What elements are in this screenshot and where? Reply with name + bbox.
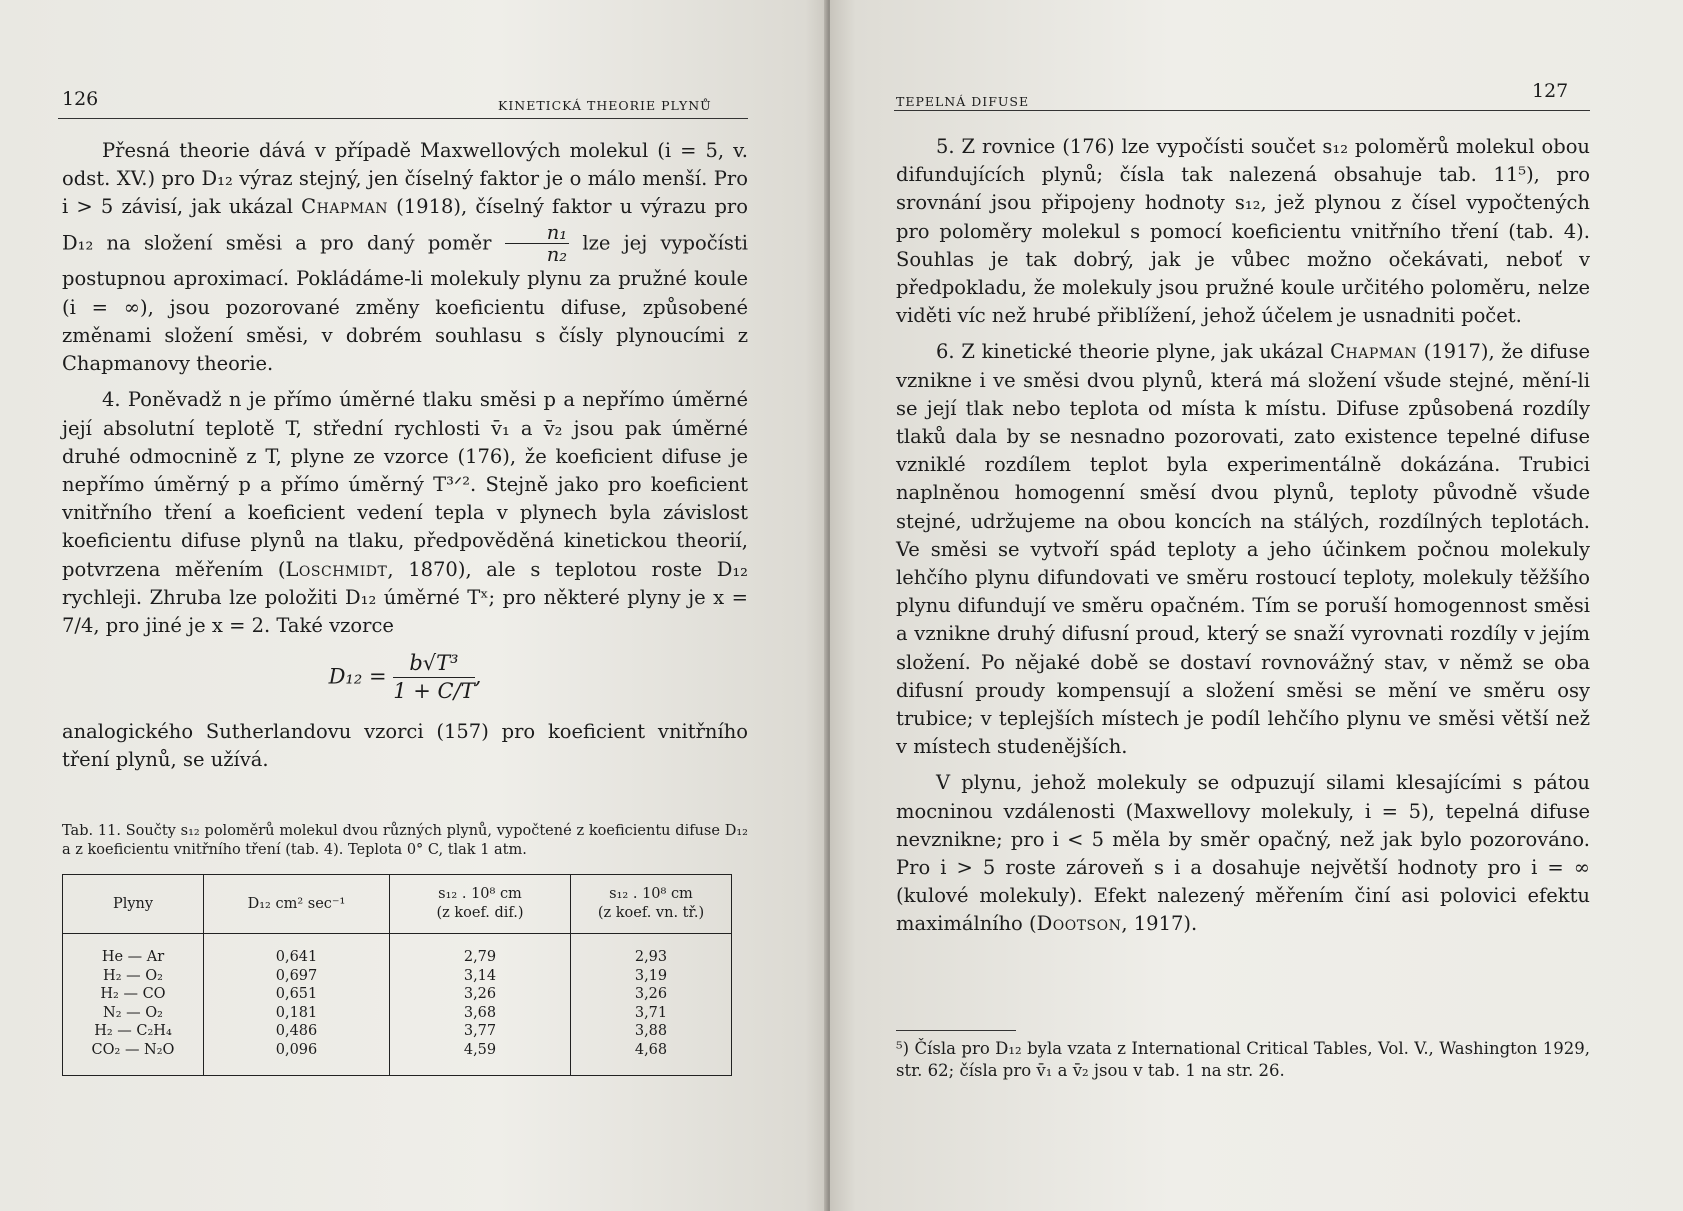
table-row: [63, 985, 732, 1004]
left-paragraph-1: [62, 137, 748, 378]
left-page: [0, 0, 830, 1211]
page-number-left: 126: [62, 88, 99, 110]
right-page: [830, 0, 1683, 1211]
running-head-right: TEPELNÁ DIFUSE: [896, 94, 1030, 109]
cell-s12-visc: 4,68: [571, 1041, 732, 1076]
author-dootson: Dootson: [1036, 912, 1122, 936]
text-run: 6. Z kinetické theorie plyne, jak ukázal: [936, 340, 1331, 364]
author-loschmidt: Loschmidt: [285, 557, 388, 581]
text-run: 4. Poněvadž n je přímo úměrné tlaku směsi p a nepřímo úměrné její absolutní teplotě T, střední rychlosti v̄₁ a v̄₂ jsou pak úměrné druhé odmocnině z T, plyne ze vzorce (176), že koeficient difuse je nepřímo úměrný p a přímo úměrný T³ᐟ². Stejně jako pro koeficient vnitřního tření a koeficient vedení tepla v plynech byla závislost koeficientu difuse plynů na tlaku, předpověděná kinetickou theorií, potvrzena měřením (: [62, 388, 748, 581]
cell-d12: 0,486: [204, 1022, 390, 1041]
author-chapman: Chapman: [1330, 340, 1417, 364]
header-gases: Plyny: [63, 875, 204, 934]
formula-denominator: 1 + C/T: [393, 679, 475, 704]
author-chapman: Chapman: [301, 195, 389, 219]
header-rule-left: [58, 118, 748, 119]
cell-d12: 0,641: [204, 934, 390, 967]
cell-s12-visc: 3,71: [571, 1004, 732, 1023]
right-paragraph-7: [896, 769, 1590, 938]
page-number-right: 127: [1532, 80, 1569, 102]
right-body-text: [896, 133, 1590, 947]
text-run: (1918), číselný faktor u výrazu pro D₁₂ na složení směsi a pro daný poměr: [62, 195, 748, 255]
right-paragraph-6: [896, 338, 1590, 761]
header-s12-viscosity: s₁₂ . 10⁸ cm (z koef. vn. tř.): [571, 875, 732, 934]
cell-gases: H₂ — CO: [63, 985, 204, 1004]
table-row: [63, 1041, 732, 1076]
cell-d12: 0,651: [204, 985, 390, 1004]
left-paragraph-3: analogického Sutherlandovu vzorci (157) pro koeficient vnitřního tření plynů, se užívá.: [62, 719, 748, 771]
cell-gases: He — Ar: [63, 934, 204, 967]
cell-s12-visc: 3,88: [571, 1022, 732, 1041]
cell-s12-dif: 2,79: [390, 934, 571, 967]
cell-d12: 0,697: [204, 967, 390, 986]
table-row: [63, 1022, 732, 1041]
formula-comma: ,: [474, 664, 482, 689]
table-header-row: [63, 875, 732, 934]
cell-gases: H₂ — C₂H₄: [63, 1022, 204, 1041]
header-s12-diffusion: s₁₂ . 10⁸ cm (z koef. dif.): [390, 875, 571, 934]
text-run: Přesná theorie dává v případě Maxwellových molekul (i = 5, v. odst. XV.) pro D₁₂ výraz stejný, jen číselný faktor je o málo menší. Pro i > 5 závisí, jak ukázal: [62, 139, 748, 219]
formula-lhs: D₁₂ =: [328, 664, 387, 689]
running-head-left: KINETICKÁ THEORIE PLYNŮ: [498, 98, 712, 113]
right-paragraph-5: 5. Z rovnice (176) lze vypočísti součet s₁₂ poloměrů molekul obou difundujících plynů; čísla tak nalezená obsahuje tab. 11⁵), pro srovnání jsou připojeny hodnoty s₁₂, jež plynou z čísel vypočtených pro poloměry molekul s pomocí koeficientu vnitřního tření (tab. 4). Souhlas je tak dobrý, jak je vůbec možno očekávati, neboť v předpokladu, že molekuly jsou pružné koule určitého poloměru, nelze viděti víc než hrubé přiblížení, jehož účelem je usnadniti počet.: [896, 135, 1590, 328]
table-caption: Tab. 11. Součty s₁₂ poloměrů molekul dvou různých plynů, vypočtené z koeficientu difuse D₁₂ a z koeficientu vnitřního tření (tab. 4). Teplota 0° C, tlak 1 atm.: [62, 823, 748, 858]
radii-table: [62, 874, 732, 1076]
header-rule-right: [894, 110, 1590, 111]
table-row: [63, 1004, 732, 1023]
text-run: , 1870), ale s teplotou roste D₁₂ rychleji. Zhruba lze položiti D₁₂ úměrné Tˣ; pro některé plyny je x = 7/4, pro jiné je x = 2. Také vzorce: [62, 557, 748, 637]
formula-numerator: b√T³: [393, 650, 474, 678]
cell-s12-dif: 4,59: [390, 1041, 571, 1076]
text-run: (1917), že difuse vznikne i ve směsi dvou plynů, která má složení všude stejné, mění-li se její tlak nebo teplota od místa k místu. Difuse způsobená rozdíly tlaků dala by se nesnadno pozorovati, zato existence tepelné difuse vzniklé rozdílem teplot byla experimentálně dokázána. Trubici naplněnou homogenní směsí dvou plynů, teploty původně všude stejné, udržujeme na obou koncích na stálých, rozdílných teplotách. Ve směsi se vytvoří spád teploty a jeho účinkem počnou molekuly lehčího plynu difundovati ve směru rostoucí teploty, molekuly těžšího plynu difundují ve směru opačném. Tím se poruší homogennost směsi a vznikne druhý difusní proud, který se snaží vyrovnati rozdíly v jejím složení. Po nějaké době se dostaví rovnovážný stav, v němž se oba difusní proudy kompensují a složení směsi se mění ve směru osy trubice; v teplejších místech je podíl lehčího plynu ve směsi větší než v místech studenějších.: [896, 340, 1590, 759]
footnote: ⁵) Čísla pro D₁₂ byla vzata z International Critical Tables, Vol. V., Washington 1929, str. 62; čísla pro v̄₁ a v̄₂ jsou v tab. 1 na str. 26.: [896, 1039, 1590, 1080]
left-paragraph-2: [62, 386, 748, 640]
cell-d12: 0,096: [204, 1041, 390, 1076]
table-row: [63, 967, 732, 986]
fraction-numerator: n₁: [505, 222, 569, 244]
cell-gases: N₂ — O₂: [63, 1004, 204, 1023]
table-row: [63, 934, 732, 967]
cell-d12: 0,181: [204, 1004, 390, 1023]
cell-gases: H₂ — O₂: [63, 967, 204, 986]
cell-s12-visc: 3,26: [571, 985, 732, 1004]
cell-s12-dif: 3,26: [390, 985, 571, 1004]
header-diffusion-coefficient: D₁₂ cm² sec⁻¹: [204, 875, 390, 934]
cell-s12-dif: 3,68: [390, 1004, 571, 1023]
footnote-rule: [896, 1030, 1016, 1031]
sutherland-formula: [62, 650, 748, 706]
cell-s12-dif: 3,77: [390, 1022, 571, 1041]
text-run: V plynu, jehož molekuly se odpuzují silami klesajícími s pátou mocninou vzdálenosti (Maxwellovy molekuly, i = 5), tepelná difuse nevznikne; pro i < 5 měla by směr opačný, než jak bylo pozorováno. Pro i > 5 roste zároveň s i a dosahuje největší hodnoty pro i = ∞ (kulové molekuly). Efekt nalezený měřením činí asi polovici efektu maximálního (: [896, 771, 1590, 936]
cell-s12-visc: 2,93: [571, 934, 732, 967]
fraction-denominator: n₂: [546, 243, 568, 267]
cell-gases: CO₂ — N₂O: [63, 1041, 204, 1076]
ratio-fraction: [505, 222, 569, 266]
cell-s12-visc: 3,19: [571, 967, 732, 986]
formula-fraction: [393, 650, 474, 706]
text-run: lze jej vypočísti postupnou aproximací. Pokládáme-li molekuly plynu za pružné koule (i = ∞), jsou pozorované změny koeficientu difuse, způsobené změnami složení směsi, v dobrém souhlasu s čísly plynoucími z Chapmanovy theorie.: [62, 231, 748, 376]
cell-s12-dif: 3,14: [390, 967, 571, 986]
text-run: , 1917).: [1121, 912, 1198, 936]
left-body-text: [62, 137, 748, 782]
